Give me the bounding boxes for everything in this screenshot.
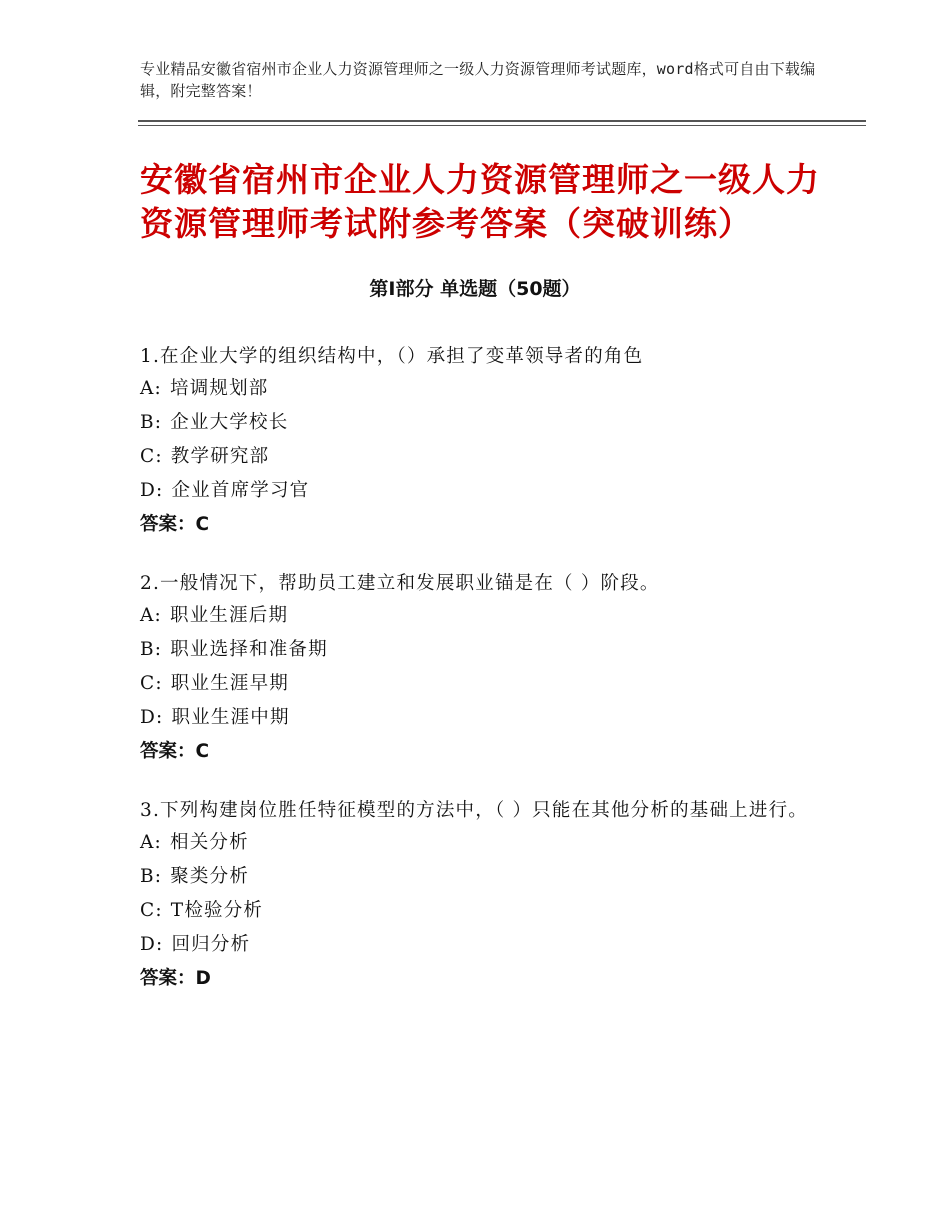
option-list (140, 599, 820, 735)
question-stem: 2.一般情况下，帮助员工建立和发展职业锚是在（ ）阶段。 (140, 573, 660, 594)
option-text: 回归分析 (171, 934, 251, 955)
question-list (140, 342, 820, 1023)
option-c (140, 667, 820, 701)
option-key: A: (140, 605, 162, 626)
question-1 (140, 342, 820, 542)
option-list (140, 826, 820, 962)
question-2 (140, 569, 820, 769)
option-text: 相关分析 (170, 832, 249, 853)
option-key: A: (140, 832, 162, 853)
option-text: 职业生涯后期 (170, 605, 289, 626)
document-title: 安徽省宿州市企业人力资源管理师之一级人力资源管理师考试附参考答案（突破训练） (140, 160, 820, 243)
question-stem: 3.下列构建岗位胜任特征模型的方法中，（ ）只能在其他分析的基础上进行。 (140, 800, 808, 821)
option-key: C: (140, 900, 163, 921)
header-note: 专业精品安徽省宿州市企业人力资源管理师之一级人力资源管理师考试题库，word格式可自由下载编辑，附完整答案！ (140, 60, 816, 100)
option-a (140, 372, 820, 406)
answer-line: 答案：D (140, 968, 211, 989)
option-text: 企业大学校长 (170, 412, 289, 433)
option-key: D: (140, 934, 164, 955)
option-key: D: (140, 480, 164, 501)
option-key: C: (140, 673, 163, 694)
option-b (140, 633, 820, 667)
header-divider (138, 120, 866, 126)
option-text: 企业首席学习官 (171, 480, 310, 501)
option-key: B: (140, 639, 163, 660)
answer-line: 答案：C (140, 514, 210, 535)
option-text: 职业生涯中期 (171, 707, 290, 728)
option-c (140, 440, 820, 474)
option-a (140, 826, 820, 860)
option-text: 聚类分析 (170, 866, 250, 887)
option-text: 教学研究部 (170, 446, 270, 467)
option-key: D: (140, 707, 164, 728)
option-text: 培调规划部 (170, 378, 269, 399)
section-heading: 第Ⅰ部分 单选题（50题） (369, 278, 581, 300)
question-stem: 1.在企业大学的组织结构中，（）承担了变革领导者的角色 (140, 346, 644, 367)
option-d (140, 928, 820, 962)
answer-line: 答案：C (140, 741, 210, 762)
option-d (140, 701, 820, 735)
option-text: 职业生涯早期 (170, 673, 289, 694)
option-list (140, 372, 820, 508)
option-key: B: (140, 412, 163, 433)
option-d (140, 474, 820, 508)
option-b (140, 406, 820, 440)
option-b (140, 860, 820, 894)
option-a (140, 599, 820, 633)
option-key: C: (140, 446, 163, 467)
option-key: B: (140, 866, 163, 887)
option-text: 职业选择和准备期 (170, 639, 328, 660)
option-text: T检验分析 (170, 900, 264, 921)
option-c (140, 894, 820, 928)
question-3 (140, 796, 820, 996)
option-key: A: (140, 378, 162, 399)
